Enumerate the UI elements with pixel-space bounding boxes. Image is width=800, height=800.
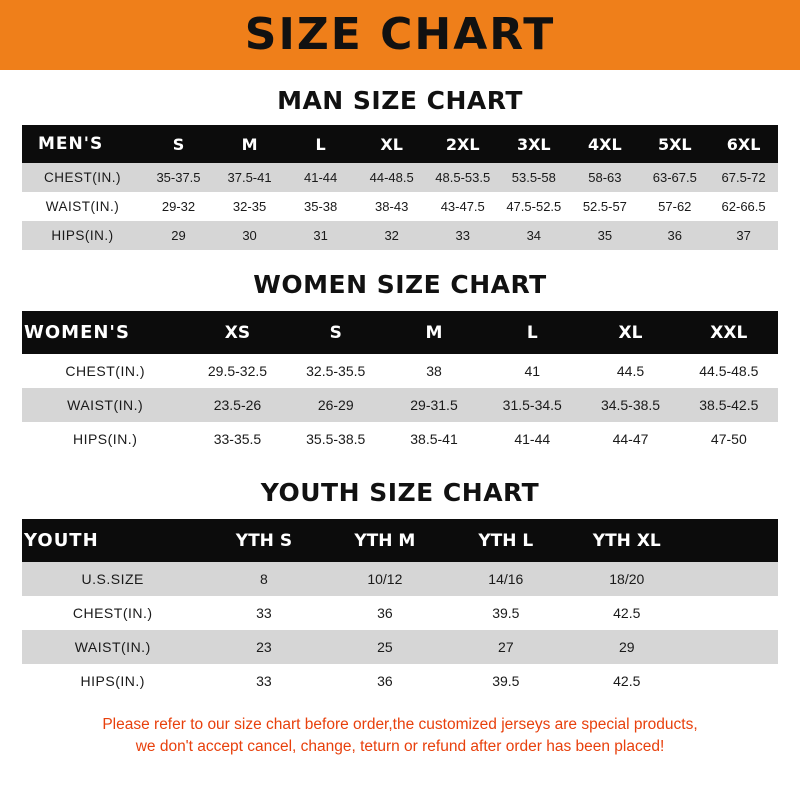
women-hips-l: 41-44 bbox=[514, 431, 551, 447]
youth-row-ussize-label: U.S.SIZE bbox=[81, 571, 144, 587]
women-hips-xs: 33-35.5 bbox=[213, 431, 262, 447]
men-waist-4xl: 52.5-57 bbox=[582, 199, 627, 214]
men-waist-3xl: 47.5-52.5 bbox=[506, 199, 562, 214]
women-waist-xs: 23.5-26 bbox=[213, 397, 262, 413]
women-header-m: M bbox=[425, 322, 443, 343]
men-waist-m: 32-35 bbox=[232, 199, 267, 214]
youth-chest-m: 36 bbox=[377, 605, 393, 621]
youth-size-table bbox=[22, 519, 778, 698]
men-waist-6xl: 62-66.5 bbox=[721, 199, 766, 214]
women-header-s: S bbox=[329, 322, 342, 343]
youth-header-m: YTH M bbox=[354, 530, 416, 551]
men-header-s: S bbox=[172, 134, 185, 154]
youth-ussize-m: 10/12 bbox=[367, 571, 403, 587]
youth-header-l: YTH L bbox=[478, 530, 534, 551]
youth-ussize-l: 14/16 bbox=[488, 571, 524, 587]
youth-ussize-spacer bbox=[687, 562, 778, 596]
men-hips-6xl: 37 bbox=[736, 228, 751, 243]
youth-waist-s: 23 bbox=[256, 639, 272, 655]
men-hips-3xl: 34 bbox=[526, 228, 542, 243]
men-hips-2xl: 33 bbox=[455, 228, 470, 243]
table-row bbox=[22, 221, 778, 250]
men-chest-l: 41-44 bbox=[303, 170, 338, 185]
men-header-3xl: 3XL bbox=[516, 134, 551, 154]
women-chest-l: 41 bbox=[524, 363, 541, 379]
women-hips-xxl: 47-50 bbox=[710, 431, 747, 447]
youth-chest-s: 33 bbox=[256, 605, 272, 621]
men-chest-3xl: 53.5-58 bbox=[511, 170, 556, 185]
order-policy-note bbox=[22, 714, 778, 759]
men-hips-s: 29 bbox=[171, 228, 186, 243]
women-chest-s: 32.5-35.5 bbox=[306, 363, 366, 379]
men-hips-5xl: 36 bbox=[667, 228, 683, 243]
men-chest-s: 35-37.5 bbox=[156, 170, 201, 185]
youth-chest-xl: 42.5 bbox=[613, 605, 641, 621]
men-header-2xl: 2XL bbox=[445, 134, 480, 154]
men-row-chest-label: CHEST(IN.) bbox=[43, 170, 121, 185]
table-row bbox=[22, 630, 778, 664]
men-row-hips-label: HIPS(IN.) bbox=[51, 228, 114, 243]
order-policy-note-line1: Please refer to our size chart before order,the customized jerseys are special products, bbox=[102, 716, 698, 733]
youth-row-hips-label: HIPS(IN.) bbox=[80, 673, 145, 689]
women-row-hips-label: HIPS(IN.) bbox=[72, 431, 138, 447]
women-chest-xs: 29.5-32.5 bbox=[207, 363, 268, 379]
table-row bbox=[22, 354, 778, 388]
men-chest-5xl: 63-67.5 bbox=[652, 170, 697, 185]
youth-waist-l: 27 bbox=[498, 639, 514, 655]
women-hips-xl: 44-47 bbox=[612, 431, 649, 447]
men-header-l: L bbox=[315, 134, 326, 154]
youth-hips-xl: 42.5 bbox=[613, 673, 641, 689]
youth-hips-spacer bbox=[687, 664, 778, 698]
men-chest-6xl: 67.5-72 bbox=[721, 170, 766, 185]
men-hips-m: 30 bbox=[242, 228, 257, 243]
table-row bbox=[22, 388, 778, 422]
table-row bbox=[22, 664, 778, 698]
men-row-waist-label: WAIST(IN.) bbox=[45, 199, 120, 214]
men-header-4xl: 4XL bbox=[588, 134, 622, 154]
youth-header-xl: YTH XL bbox=[592, 530, 661, 551]
youth-hips-l: 39.5 bbox=[492, 673, 520, 689]
men-waist-l: 35-38 bbox=[303, 199, 338, 214]
men-size-table bbox=[22, 125, 778, 250]
youth-row-waist-label: WAIST(IN.) bbox=[74, 639, 151, 655]
men-chest-m: 37.5-41 bbox=[227, 170, 272, 185]
women-hips-m: 38.5-41 bbox=[410, 431, 458, 447]
men-section-heading: MAN SIZE CHART bbox=[277, 86, 523, 115]
youth-waist-m: 25 bbox=[377, 639, 393, 655]
table-row bbox=[22, 192, 778, 221]
women-chest-xl: 44.5 bbox=[616, 363, 645, 379]
youth-row-chest-label: CHEST(IN.) bbox=[72, 605, 153, 621]
order-policy-note-line2: we don't accept cancel, change, teturn or refund after order has been placed! bbox=[135, 738, 665, 756]
table-row bbox=[22, 596, 778, 630]
women-chest-xxl: 44.5-48.5 bbox=[699, 363, 759, 379]
youth-hips-m: 36 bbox=[377, 673, 393, 689]
women-header-l: L bbox=[526, 322, 538, 343]
women-chest-m: 38 bbox=[426, 363, 442, 379]
men-waist-s: 29-32 bbox=[161, 199, 196, 214]
youth-waist-spacer bbox=[687, 630, 778, 664]
header-banner bbox=[0, 0, 800, 70]
youth-header-label: YOUTH bbox=[24, 530, 99, 551]
youth-header-s: YTH S bbox=[235, 530, 293, 551]
women-hips-s: 35.5-38.5 bbox=[306, 431, 366, 447]
page-title: SIZE CHART bbox=[244, 9, 556, 60]
men-waist-xl: 38-43 bbox=[375, 199, 409, 214]
men-header-m: M bbox=[241, 134, 258, 154]
women-waist-xxl: 38.5-42.5 bbox=[699, 397, 759, 413]
table-row bbox=[22, 163, 778, 192]
men-header-6xl: 6XL bbox=[726, 134, 761, 154]
women-row-waist-label: WAIST(IN.) bbox=[67, 397, 144, 413]
content-area bbox=[0, 86, 800, 759]
youth-chest-l: 39.5 bbox=[492, 605, 520, 621]
men-hips-4xl: 35 bbox=[597, 228, 613, 243]
youth-hips-s: 33 bbox=[256, 673, 272, 689]
women-header-xxl: XXL bbox=[710, 322, 748, 343]
women-size-table bbox=[22, 311, 778, 456]
table-row bbox=[22, 562, 778, 596]
youth-table-header-row bbox=[22, 519, 778, 562]
youth-section-heading: YOUTH SIZE CHART bbox=[260, 478, 540, 507]
women-waist-s: 26-29 bbox=[317, 397, 354, 413]
women-header-label: WOMEN'S bbox=[24, 322, 130, 343]
men-chest-2xl: 48.5-53.5 bbox=[435, 170, 491, 185]
men-header-5xl: 5XL bbox=[657, 134, 692, 154]
men-header-label: MEN'S bbox=[38, 134, 104, 154]
men-hips-l: 31 bbox=[313, 228, 328, 243]
youth-header-spacer bbox=[687, 519, 778, 562]
women-table-header-row bbox=[22, 311, 778, 354]
table-row bbox=[22, 422, 778, 456]
women-header-xl: XL bbox=[618, 322, 643, 343]
youth-chest-spacer bbox=[687, 596, 778, 630]
men-waist-5xl: 57-62 bbox=[658, 199, 692, 214]
women-row-chest-label: CHEST(IN.) bbox=[65, 363, 145, 379]
youth-ussize-s: 8 bbox=[260, 571, 268, 587]
men-header-xl: XL bbox=[380, 134, 403, 154]
men-chest-4xl: 58-63 bbox=[588, 170, 622, 185]
youth-waist-xl: 29 bbox=[618, 639, 635, 655]
women-header-xs: XS bbox=[224, 322, 251, 343]
women-section-heading: WOMEN SIZE CHART bbox=[253, 270, 547, 299]
youth-ussize-xl: 18/20 bbox=[609, 571, 645, 587]
men-hips-xl: 32 bbox=[384, 228, 399, 243]
men-table-header-row bbox=[22, 125, 778, 163]
women-waist-m: 29-31.5 bbox=[410, 397, 458, 413]
men-chest-xl: 44-48.5 bbox=[369, 170, 414, 185]
women-waist-xl: 34.5-38.5 bbox=[600, 397, 661, 413]
women-waist-l: 31.5-34.5 bbox=[502, 397, 562, 413]
men-waist-2xl: 43-47.5 bbox=[440, 199, 485, 214]
